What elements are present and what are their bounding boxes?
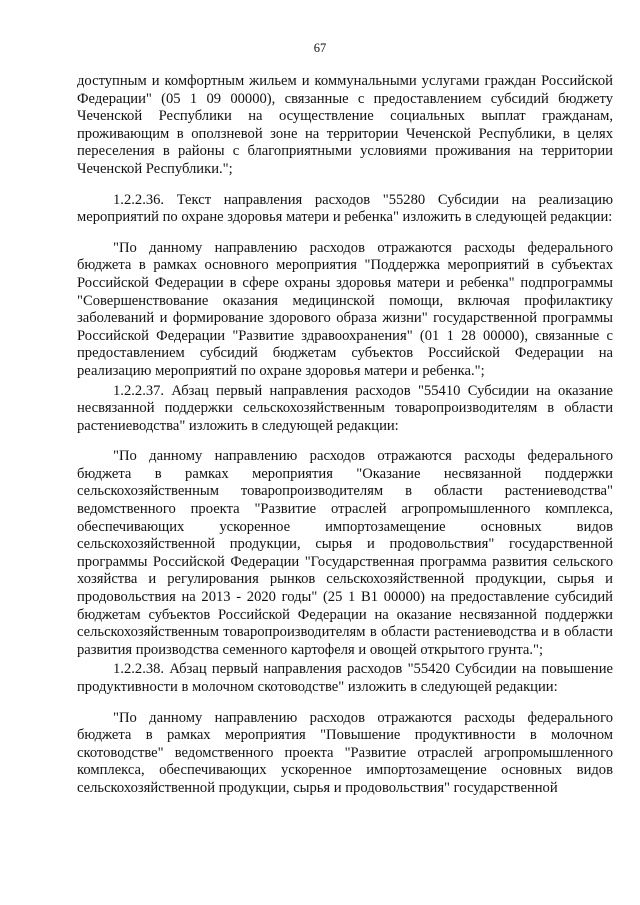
- document-body: [77, 73, 613, 798]
- page-number: 67: [313, 41, 327, 55]
- paragraph-item-1-2-2-36: 1.2.2.36. Текст направления расходов "55280 Субсидии на реализацию мероприятий по охране здоровья матери и ребенка" изложить в следующей редакции:: [77, 191, 613, 226]
- paragraph-continuation: доступным и комфортным жильем и коммунальными услугами граждан Российской Федерации" (05 1 09 00000), связанные с предоставлением субсидий бюджету Чеченской Республики на осуществление социальных выплат гражданам, проживающим в оползневой зоне на территории Чеченской Республики, в целях переселения в районы с благоприятными условиями проживания на территории Чеченской Республики.";: [77, 73, 613, 177]
- paragraph-quote-1-2-2-37: "По данному направлению расходов отражаются расходы федерального бюджета в рамках мероприятия "Оказание несвязанной поддержки сельскохозяйственным товаропроизводителям в области растениеводства" ведомственного проекта "Развитие отраслей агропромышленного комплекса, обеспечивающих ускоренное импортозамещение основных видов сельскохозяйственной продукции, сырья и продовольствия" государственной программы Российской Федерации "Государственная программа развития сельского хозяйства и регулирования рынков сельскохозяйственной продукции, сырья и продовольствия на 2013 - 2020 годы" (25 1 В1 00000) на предоставление субсидий бюджетам субъектов Российской Федерации на оказание несвязанной поддержки сельскохозяйственным товаропроизводителям в области растениеводства и в области развития производства семенного картофеля и овощей открытого грунта.";: [77, 448, 613, 658]
- paragraph-quote-1-2-2-38: "По данному направлению расходов отражаются расходы федерального бюджета в рамках мероприятия "Повышение продуктивности в молочном скотоводстве" ведомственного проекта "Развитие отраслей агропромышленного комплекса, обеспечивающих ускоренное импортозамещение основных видов сельскохозяйственной продукции, сырья и продовольствия" государственной: [77, 709, 613, 796]
- paragraph-item-1-2-2-37: 1.2.2.37. Абзац первый направления расходов "55410 Субсидии на оказание несвязанной поддержки сельскохозяйственным товаропроизводителям в области растениеводства" изложить в следующей редакции:: [77, 382, 613, 434]
- paragraph-item-1-2-2-38: 1.2.2.38. Абзац первый направления расходов "55420 Субсидии на повышение продуктивности в молочном скотоводстве" изложить в следующей редакции:: [77, 661, 613, 695]
- paragraph-quote-1-2-2-36: "По данному направлению расходов отражаются расходы федерального бюджета в рамках основного мероприятия "Поддержка мероприятий в субъектах Российской Федерации в сфере охраны здоровья матери и ребенка" подпрограммы "Совершенствование оказания медицинской помощи, включая профилактику заболеваний и формирование здорового образа жизни" государственной программы Российской Федерации "Развитие здравоохранения" (01 1 28 00000), связанные с предоставлением субсидий бюджетам субъектов Российской Федерации на реализацию мероприятий по охране здоровья матери и ребенка.";: [77, 239, 613, 379]
